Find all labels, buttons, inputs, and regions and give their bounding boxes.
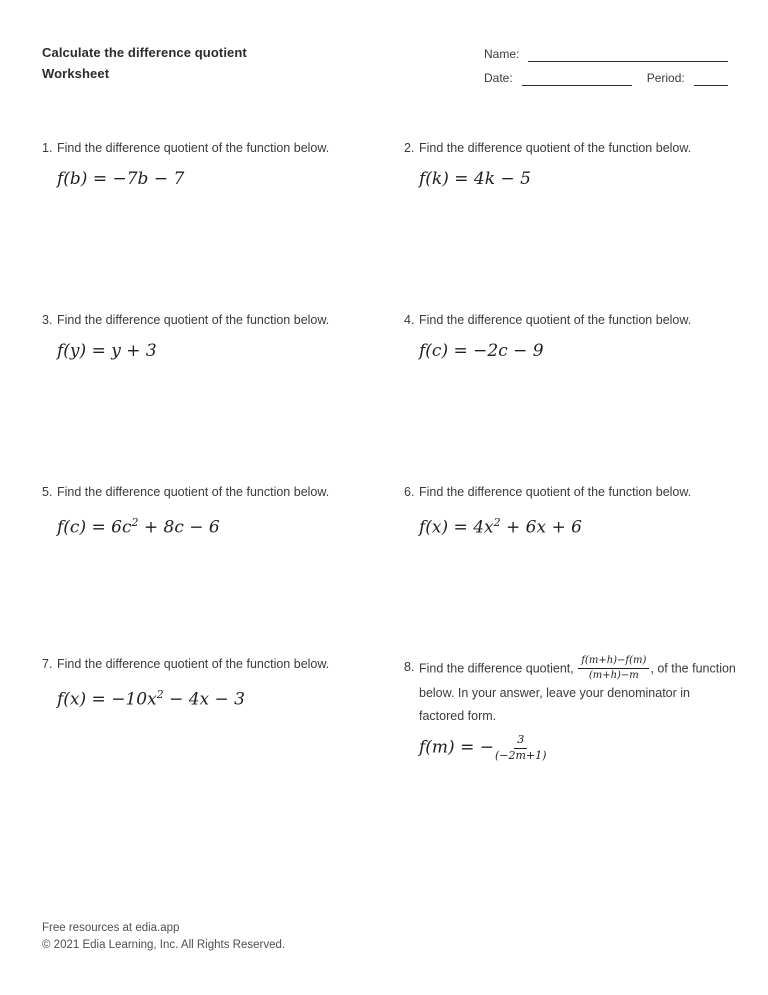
problem-2-function: f(k) = 4k − 5: [419, 169, 531, 189]
problem-3-function: f(y) = y + 3: [57, 341, 157, 361]
problem-4: [404, 312, 738, 363]
problem-6-function-exponent: 2: [493, 516, 501, 529]
problem-7-prompt-text: Find the difference quotient of the function below.: [57, 657, 330, 671]
problem-5-prompt: [42, 484, 376, 501]
problem-3: [42, 312, 376, 363]
problem-1: [42, 140, 376, 191]
problem-8-prompt: [404, 656, 738, 728]
title-line-2: Worksheet: [42, 66, 110, 81]
problem-6-prompt-text: Find the difference quotient of the function below.: [419, 485, 692, 499]
problem-7-function-post: − 4x − 3: [163, 689, 245, 710]
period-label: Period:: [646, 71, 685, 85]
name-label: Name:: [484, 47, 520, 61]
problem-6-function: [404, 511, 738, 540]
problem-8-number: 8.: [404, 660, 415, 674]
problem-7-function-exponent: 2: [156, 688, 164, 701]
problem-7: [42, 656, 376, 712]
problem-4-prompt: [404, 312, 738, 329]
difference-quotient-numerator: f(m+h)−f(m): [578, 655, 649, 669]
problem-8-function-numerator: 3: [514, 734, 527, 749]
problem-2-prompt: [404, 140, 738, 157]
page-footer: [42, 920, 285, 953]
problem-8-function: [404, 734, 738, 762]
problem-3-prompt: [42, 312, 376, 329]
problem-6-function-post: + 6x + 6: [500, 517, 582, 538]
problem-8-prompt-after: , of the function below. In your answer, leave your denominator in factored form.: [419, 661, 736, 723]
date-label: Date:: [484, 71, 513, 85]
name-field-row: [484, 45, 728, 62]
problem-1-number: 1.: [42, 141, 53, 155]
problem-2-prompt-text: Find the difference quotient of the function below.: [419, 141, 692, 155]
name-blank-line: [528, 48, 728, 62]
problem-1-prompt-text: Find the difference quotient of the function below.: [57, 141, 330, 155]
problem-2-number: 2.: [404, 141, 415, 155]
problem-8-function-fraction: [495, 734, 546, 762]
problem-8-function-denominator: (−2m+1): [494, 748, 547, 762]
problem-6-number: 6.: [404, 485, 415, 499]
title-line-1: Calculate the difference quotient: [42, 45, 247, 60]
problem-5: [42, 484, 376, 540]
problem-7-number: 7.: [42, 657, 53, 671]
problem-6: [404, 484, 738, 540]
student-info-fields: [484, 45, 728, 93]
problem-4-function: f(c) = −2c − 9: [419, 341, 544, 361]
date-period-field-row: [484, 69, 728, 86]
problem-8-prompt-before: Find the difference quotient,: [419, 661, 574, 676]
problem-4-prompt-text: Find the difference quotient of the function below.: [419, 313, 692, 327]
problem-2: [404, 140, 738, 191]
problem-7-prompt: [42, 656, 376, 673]
problem-3-number: 3.: [42, 313, 53, 327]
problem-1-function: f(b) = −7b − 7: [57, 169, 185, 189]
problem-5-number: 5.: [42, 485, 53, 499]
footer-resources-text: Free resources at edia.app: [42, 922, 180, 934]
difference-quotient-fraction: [578, 655, 649, 681]
period-blank-line: [694, 72, 728, 86]
problem-3-prompt-text: Find the difference quotient of the function below.: [57, 313, 330, 327]
date-blank-line: [522, 72, 632, 86]
problem-7-function: [42, 683, 376, 712]
problem-5-prompt-text: Find the difference quotient of the function below.: [57, 485, 330, 499]
problem-5-function: [42, 511, 376, 540]
problem-4-number: 4.: [404, 313, 415, 327]
problem-8-function-pre: f(m) = −: [419, 737, 494, 758]
problem-5-function-post: + 8c − 6: [138, 517, 220, 538]
problem-7-function-pre: f(x) = −10x: [57, 689, 157, 710]
problem-1-prompt: [42, 140, 376, 157]
footer-copyright-text: © 2021 Edia Learning, Inc. All Rights Reserved.: [42, 938, 286, 951]
worksheet-title: [42, 42, 247, 84]
problem-5-function-pre: f(c) = 6c: [57, 517, 132, 538]
problem-8: [404, 656, 738, 762]
difference-quotient-denominator: (m+h)−m: [588, 669, 639, 681]
problem-5-function-exponent: 2: [131, 516, 139, 529]
problem-6-prompt: [404, 484, 738, 501]
problem-6-function-pre: f(x) = 4x: [419, 517, 494, 538]
